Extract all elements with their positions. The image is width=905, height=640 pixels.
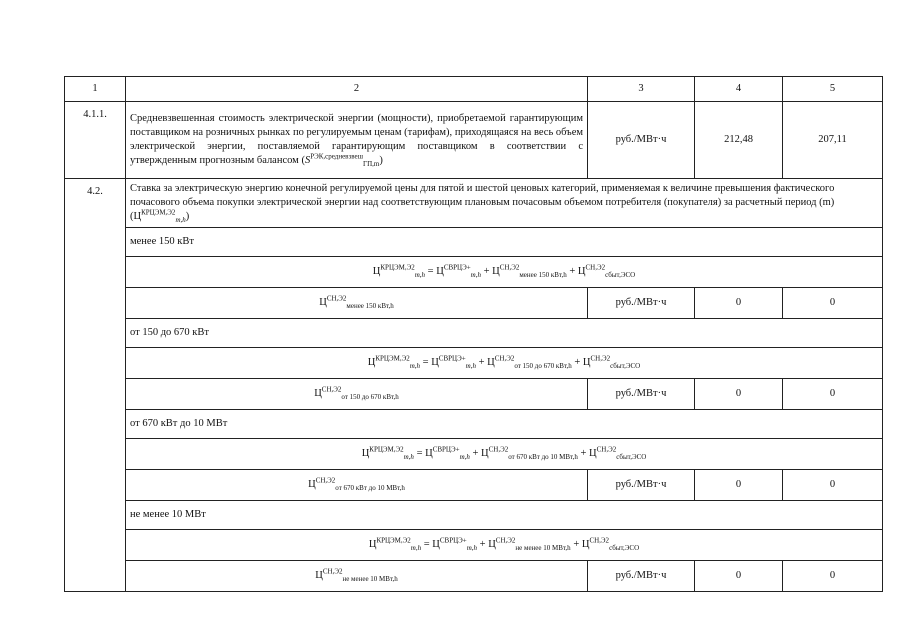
unit-cell: руб./МВт·ч (588, 470, 695, 501)
value-col-4: 0 (695, 470, 783, 501)
group-label: не менее 10 МВт (126, 501, 883, 530)
value-col-4: 0 (695, 379, 783, 410)
formula: $Ц^{КРЦЭМ,Э2}_{m,h} = Ц^{СВРЦЭ+}_{m,h} + Ц^{СН,Э2}_{от 670 кВт до 10 МВт,h} + Ц^{СН,Э2}_{сбыт,ЭСО}$ (126, 439, 883, 470)
symbol-sup: РЭК,средневзвеш (310, 152, 364, 161)
value-row (65, 470, 883, 501)
header-col-5: 5 (783, 77, 883, 102)
formula-row (65, 530, 883, 561)
value-col-5: 0 (783, 379, 883, 410)
value-col-4: 0 (695, 561, 783, 592)
row-4-2 (65, 179, 883, 228)
symbol-sup: КРЦЭМ,Э2 (141, 208, 176, 217)
value-symbol: $Ц^{СН,Э2}_{от 670 кВт до 10 МВт,h}$ (126, 470, 588, 501)
formula-row (65, 257, 883, 288)
value-col-5: 0 (783, 561, 883, 592)
description-text: Средневзвешенная стоимость электрической энергии (мощности), приобретаемой гарантирующим поставщиком на розничных рынках по регулируемым ценам (тарифам), приходящаяся на весь объем электрической энергии, поставляемой гарантирующим поставщиком в соответствии с утвержденным прогнозным балансом (130, 113, 583, 166)
header-col-1: 1 (65, 77, 126, 102)
group-label-row (65, 501, 883, 530)
group-label: от 150 до 670 кВт (126, 319, 883, 348)
symbol-sub: ГП,m (363, 159, 380, 168)
formula-row (65, 439, 883, 470)
formula: $Ц^{КРЦЭМ,Э2}_{m,h} = Ц^{СВРЦЭ+}_{m,h} + Ц^{СН,Э2}_{от 150 до 670 кВт,h} + Ц^{СН,Э2}_{сбыт,ЭСО}$ (126, 348, 883, 379)
tariff-table (64, 76, 883, 592)
group-label: менее 150 кВт (126, 228, 883, 257)
value-row (65, 379, 883, 410)
value-col-5: 0 (783, 470, 883, 501)
value-row (65, 561, 883, 592)
header-col-2: 2 (126, 77, 588, 102)
row-description: Ставка за электрическую энергию конечной регулируемой цены для пятой и шестой ценовых категорий, применяемая к величине превышения фактического почасового объема покупки электрической энергии над соответствующим плановым почасовым объемом потребителя (покупателя) за расчетный период (m) $(Ц^{КРЦЭМ,Э2}_{m,h})$ (126, 179, 883, 228)
value-row (65, 288, 883, 319)
value-col-5: 207,11 (783, 102, 883, 179)
formula: $Ц^{КРЦЭМ,Э2}_{m,h} = Ц^{СВРЦЭ+}_{m,h} + Ц^{СН,Э2}_{менее 150 кВт,h} + Ц^{СН,Э2}_{сбыт,ЭСО}$ (126, 257, 883, 288)
group-label: от 670 кВт до 10 МВт (126, 410, 883, 439)
group-label-row (65, 319, 883, 348)
row-description: Средневзвешенная стоимость электрической энергии (мощности), приобретаемой гарантирующим поставщиком на розничных рынках по регулируемым ценам (тарифам), приходящаяся на весь объем электрической энергии, поставляемой гарантирующим поставщиком в соответствии с утвержденным прогнозным балансом $(S^{РЭК,средневзвеш}_{ГП,m})$ (126, 102, 588, 179)
header-col-3: 3 (588, 77, 695, 102)
value-col-4: 0 (695, 288, 783, 319)
description-text: Ставка за электрическую энергию конечной регулируемой цены для пятой и шестой ценовых категорий, применяемая к величине превышения фактического почасового объема покупки электрической энергии над соответствующим плановым почасовым объемом потребителя (покупателя) за расчетный период (m) (130, 183, 835, 209)
unit-cell: руб./МВт·ч (588, 379, 695, 410)
group-label-row (65, 228, 883, 257)
value-symbol: $Ц^{СН,Э2}_{не менее 10 МВт,h}$ (126, 561, 588, 592)
symbol-sub: m,h (175, 216, 186, 225)
unit-cell: руб./МВт·ч (588, 102, 695, 179)
value-symbol: $Ц^{СН,Э2}_{от 150 до 670 кВт,h}$ (126, 379, 588, 410)
symbol-base: S (304, 154, 311, 166)
value-col-5: 0 (783, 288, 883, 319)
unit-cell: руб./МВт·ч (588, 288, 695, 319)
header-col-4: 4 (695, 77, 783, 102)
group-label-row (65, 410, 883, 439)
value-col-4: 212,48 (695, 102, 783, 179)
header-row (65, 77, 883, 102)
row-number: 4.2. (65, 179, 126, 592)
formula: $Ц^{КРЦЭМ,Э2}_{m,h} = Ц^{СВРЦЭ+}_{m,h} + Ц^{СН,Э2}_{не менее 10 МВт,h} + Ц^{СН,Э2}_{сбыт,ЭСО}$ (126, 530, 883, 561)
row-4-1-1 (65, 102, 883, 179)
formula-row (65, 348, 883, 379)
row-number: 4.1.1. (65, 102, 126, 179)
value-symbol: $Ц^{СН,Э2}_{менее 150 кВт,h}$ (126, 288, 588, 319)
unit-cell: руб./МВт·ч (588, 561, 695, 592)
